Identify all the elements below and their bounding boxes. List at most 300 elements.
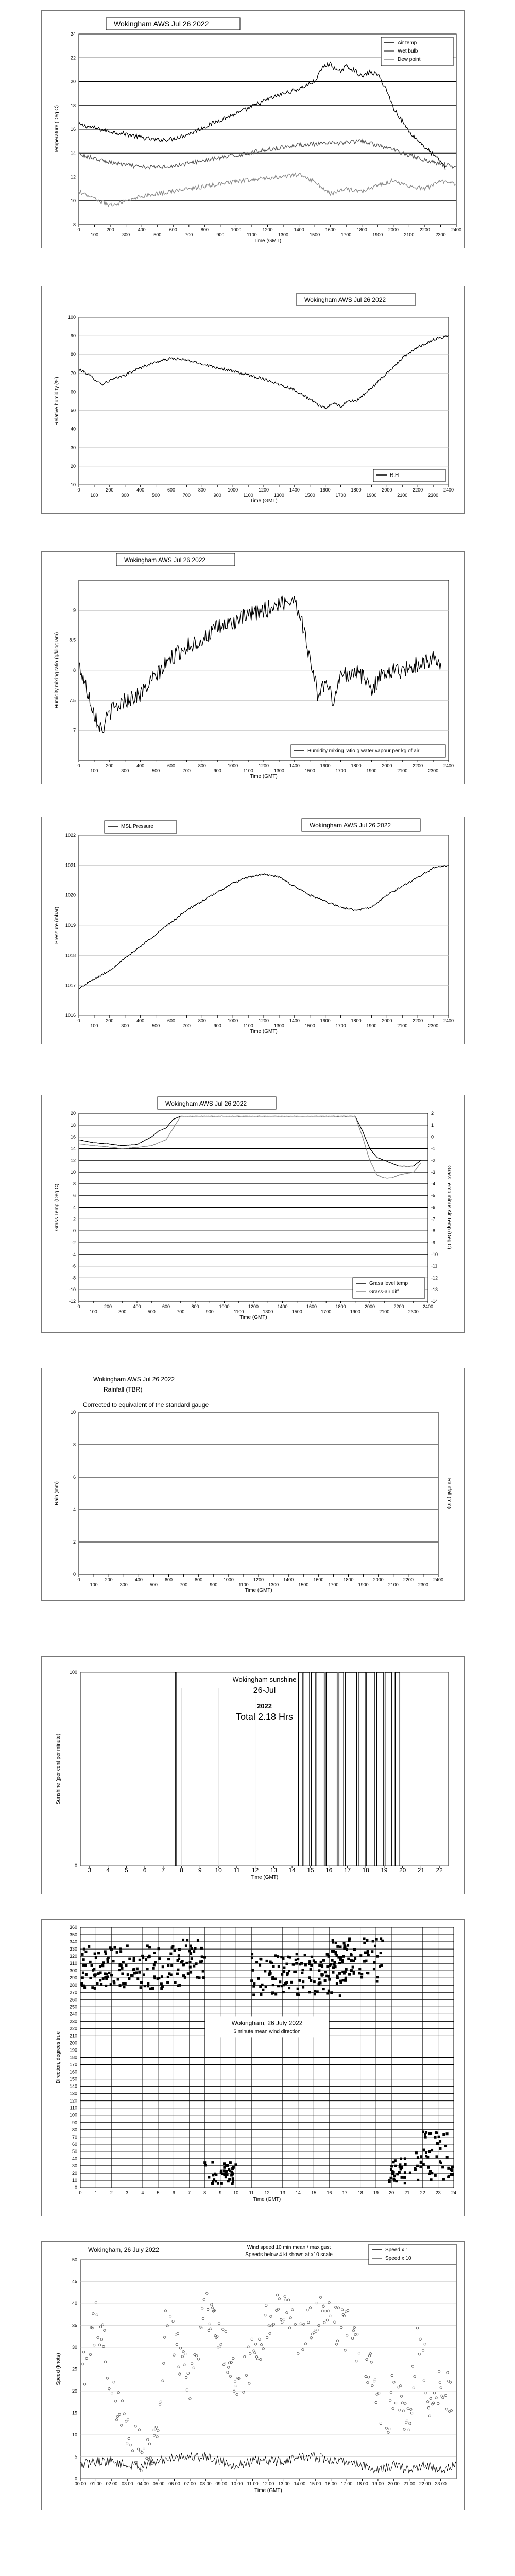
wind-direction-point [298, 1979, 301, 1982]
wind-direction-point [116, 1951, 118, 1954]
wind-direction-point [193, 1950, 195, 1953]
wind-direction-point [167, 1958, 170, 1960]
x-tick-label: 1100 [243, 1023, 253, 1028]
wind-direction-point [448, 2175, 450, 2177]
wind-direction-point [404, 2163, 407, 2166]
wind-direction-point [195, 1962, 198, 1965]
x-tick-label: 600 [169, 227, 177, 232]
x-tick-label: 800 [198, 1018, 206, 1023]
wind-direction-point [301, 1972, 303, 1974]
legend-label: R.H [390, 472, 399, 478]
x-tick-label: 11 [233, 1867, 241, 1874]
x-axis-label: Time (GMT) [253, 2197, 281, 2202]
wind-direction-point [119, 1947, 122, 1950]
wind-direction-point [161, 1975, 163, 1978]
x-tick-label: 1200 [258, 487, 269, 493]
wind-direction-point [203, 1956, 206, 1959]
wind-direction-point [96, 1982, 98, 1985]
wind-direction-point [167, 1976, 169, 1978]
x-tick-label: 100 [90, 768, 98, 773]
x-tick-label: 19:00 [372, 2481, 384, 2486]
wind-direction-point [444, 2145, 447, 2147]
x-tick-label: 0 [77, 763, 80, 768]
y-tick-label: 70 [72, 2134, 77, 2140]
x-tick-label: 19 [381, 1867, 388, 1874]
wind-direction-point [100, 1983, 102, 1986]
wind-direction-point [396, 2180, 398, 2182]
wind-direction-chart [41, 1919, 465, 2216]
x-tick-label: 1900 [366, 493, 377, 498]
wind-direction-point [354, 1957, 356, 1960]
wind-direction-point [82, 1958, 85, 1961]
wind-direction-point [450, 2168, 453, 2171]
x-tick-label: 1500 [298, 1582, 309, 1587]
wind-direction-point [94, 1953, 96, 1955]
wind-direction-point [308, 1976, 311, 1979]
wind-direction-point [97, 1952, 100, 1954]
legend-label: MSL Pressure [121, 824, 153, 829]
x-tick-label: 1500 [291, 1309, 302, 1314]
wind-direction-point [360, 1976, 363, 1978]
x-tick-label: 2100 [404, 232, 415, 238]
wind-direction-point [178, 1948, 181, 1951]
wind-direction-point [259, 1964, 261, 1967]
x-axis-label: Time (GMT) [250, 498, 278, 504]
x-tick-label: 1100 [243, 493, 253, 498]
wind-direction-point [265, 1986, 267, 1988]
x-tick-label: 12 [264, 2190, 270, 2195]
y-tick-label: 60 [72, 2141, 77, 2147]
wind-direction-point [187, 1972, 190, 1975]
x-tick-label: 2000 [382, 763, 392, 768]
chart-title: Wokingham AWS Jul 26 2022 [304, 296, 386, 303]
wind-direction-point [353, 1948, 356, 1951]
wind-direction-point [310, 1979, 312, 1982]
wind-direction-point [252, 1994, 255, 1996]
wind-direction-point [225, 2170, 227, 2172]
wind-direction-point [348, 1973, 351, 1976]
x-axis-label: Time (GMT) [250, 774, 278, 779]
wind-direction-point [409, 2172, 411, 2174]
y-tick-label: 50 [72, 2257, 77, 2262]
x-tick-label: 1000 [228, 763, 238, 768]
x-tick-label: 300 [119, 1582, 128, 1587]
x-tick-label: 2200 [413, 1018, 423, 1023]
wind-direction-point [251, 1957, 253, 1959]
chart-subtitle: Wind speed 10 min mean / max gust [247, 2245, 331, 2250]
wind-direction-point [338, 1972, 341, 1975]
wind-direction-point [162, 1965, 164, 1968]
wind-direction-point [324, 1979, 327, 1982]
x-tick-label: 2200 [413, 763, 423, 768]
wind-direction-point [332, 1971, 334, 1974]
wind-direction-point [121, 1967, 124, 1970]
wind-direction-point [271, 1977, 274, 1980]
wind-direction-point [113, 1980, 115, 1983]
wind-direction-point [269, 1970, 271, 1973]
wind-direction-point [346, 1948, 348, 1951]
wind-direction-point [419, 2165, 422, 2168]
wind-direction-point [231, 2173, 234, 2175]
wind-direction-point [94, 1973, 97, 1976]
wind-direction-point [318, 1969, 320, 1972]
wind-direction-point [211, 2161, 214, 2164]
x-tick-label: 1500 [304, 493, 315, 498]
x-tick-label: 700 [185, 232, 193, 238]
wind-direction-point [340, 1956, 342, 1959]
wind-direction-point [302, 1980, 304, 1983]
wind-direction-point [272, 1984, 274, 1986]
x-tick-label: 200 [106, 227, 114, 232]
chart-note: Corrected to equivalent of the standard gauge [83, 1401, 209, 1409]
y-tick-label: 40 [72, 2156, 77, 2161]
x-tick-label: 4 [141, 2190, 144, 2195]
x-tick-label: 2000 [364, 1304, 375, 1309]
x-tick-label: 2 [110, 2190, 113, 2195]
wind-direction-point [81, 1976, 84, 1979]
wind-direction-point [274, 1993, 277, 1995]
wind-direction-point [416, 2165, 419, 2167]
wind-direction-point [223, 2166, 226, 2169]
wind-direction-point [422, 2163, 425, 2166]
wind-direction-point [295, 1962, 298, 1965]
y-right-tick-label: -6 [431, 1205, 436, 1210]
wind-direction-point [345, 1968, 348, 1971]
wind-direction-point [331, 1959, 334, 1962]
wind-direction-point [232, 2177, 234, 2180]
y-right-tick-label: -12 [431, 1275, 438, 1281]
wind-direction-point [252, 1969, 254, 1972]
wind-direction-point [125, 1964, 127, 1967]
wind-direction-point [264, 1970, 266, 1972]
wind-direction-point [95, 1956, 97, 1959]
wind-direction-point [153, 1963, 156, 1966]
wind-direction-point [308, 1991, 311, 1993]
wind-direction-point [153, 1952, 156, 1954]
y-tick-label: 4 [73, 1205, 76, 1210]
x-tick-label: 2000 [373, 1577, 384, 1582]
wind-direction-point [268, 1974, 270, 1976]
y-tick-label: 8 [73, 1442, 76, 1447]
wind-direction-point [259, 1958, 262, 1960]
wind-direction-point [313, 1980, 316, 1983]
wind-direction-point [373, 1968, 375, 1970]
y-right-tick-label: 1 [431, 1122, 434, 1128]
legend-box [369, 2244, 456, 2265]
x-tick-label: 23 [435, 2190, 441, 2195]
y-tick-label: 100 [67, 315, 76, 320]
x-tick-label: 200 [105, 1577, 113, 1582]
y-tick-label: 90 [70, 333, 76, 339]
chart-title: Wokingham AWS Jul 26 2022 [165, 1100, 247, 1107]
wind-direction-point [404, 2171, 406, 2174]
x-tick-label: 1900 [372, 232, 383, 238]
wind-direction-point [322, 1959, 325, 1962]
y-tick-label: 270 [69, 1990, 77, 1995]
chart-title: Wokingham AWS Jul 26 2022 [310, 822, 391, 829]
y-tick-label: 190 [69, 2047, 77, 2053]
plot-frame [79, 1412, 438, 1574]
wind-direction-point [424, 2133, 426, 2136]
x-tick-label: 13 [280, 2190, 285, 2195]
wind-direction-point [322, 1988, 325, 1990]
y-tick-label: 360 [69, 1925, 77, 1930]
x-tick-label: 18:00 [356, 2481, 368, 2486]
x-tick-label: 17 [342, 2190, 348, 2195]
y-axis-label: Direction, degrees true [56, 2031, 61, 2084]
x-tick-label: 2400 [451, 227, 462, 232]
wind-direction-point [352, 1966, 354, 1969]
x-tick-label: 300 [121, 1023, 129, 1028]
wind-direction-point [259, 1985, 262, 1988]
x-tick-label: 1000 [223, 1577, 234, 1582]
wind-direction-point [83, 1986, 86, 1989]
wind-direction-point [422, 2149, 425, 2151]
x-tick-label: 1000 [219, 1304, 230, 1309]
x-tick-label: 1200 [258, 1018, 269, 1023]
wind-direction-point [431, 2172, 433, 2174]
mixing-ratio-chart [41, 551, 465, 784]
x-tick-label: 8 [180, 1867, 183, 1874]
y-right-tick-label: -9 [431, 1240, 436, 1245]
wind-direction-point [376, 1976, 379, 1978]
wind-direction-point [126, 1944, 129, 1947]
wind-direction-point [139, 1959, 141, 1961]
x-tick-label: 600 [164, 1577, 173, 1582]
x-tick-label: 300 [121, 768, 129, 773]
chart-title: Wokingham sunshine [232, 1675, 297, 1683]
wind-direction-point [132, 1959, 135, 1962]
wind-direction-point [330, 1963, 332, 1965]
wind-direction-point [99, 1971, 102, 1974]
y-tick-label: 20 [72, 2388, 77, 2394]
x-axis-label: Time (GMT) [250, 1875, 279, 1880]
y-tick-label: 60 [70, 389, 76, 395]
wind-direction-point [442, 2178, 445, 2181]
x-tick-label: 2200 [393, 1304, 404, 1309]
x-tick-label: 500 [147, 1309, 156, 1314]
wind-direction-point [136, 1968, 139, 1970]
wind-direction-point [190, 1947, 193, 1950]
x-tick-label: 1400 [289, 487, 300, 493]
y-tick-label: 30 [72, 2345, 77, 2350]
wind-direction-point [81, 1953, 84, 1956]
x-tick-label: 2100 [397, 1023, 408, 1028]
x-tick-label: 20 [399, 1867, 406, 1874]
wind-direction-point [414, 2167, 416, 2170]
x-tick-label: 22 [420, 2190, 425, 2195]
x-tick-label: 1600 [313, 1577, 324, 1582]
wind-direction-point [91, 1964, 93, 1967]
x-tick-label: 6 [143, 1867, 147, 1874]
x-tick-label: 200 [104, 1304, 112, 1309]
y-tick-label: 1019 [65, 923, 76, 928]
wind-direction-point [208, 2176, 210, 2178]
wind-direction-point [358, 1972, 360, 1974]
legend-label: Grass level temp [369, 1281, 408, 1286]
wind-direction-point [391, 2170, 394, 2172]
wind-direction-point [334, 1951, 337, 1954]
wind-direction-point [167, 1964, 169, 1967]
y-tick-label: 90 [72, 2120, 77, 2125]
x-tick-label: 2400 [443, 1018, 454, 1023]
x-tick-label: 600 [162, 1304, 170, 1309]
x-tick-label: 1400 [294, 227, 304, 232]
x-tick-label: 1800 [351, 763, 362, 768]
x-tick-label: 21 [404, 2190, 410, 2195]
wind-direction-point [178, 1954, 180, 1957]
x-tick-label: 1400 [277, 1304, 288, 1309]
x-tick-label: 5 [157, 2190, 160, 2195]
y-tick-label: 16 [70, 127, 76, 132]
x-tick-label: 01:00 [90, 2481, 102, 2486]
plot-frame [79, 317, 449, 485]
wind-direction-point [348, 1939, 351, 1942]
y-tick-label: 210 [69, 2033, 77, 2039]
wind-direction-point [301, 1969, 304, 1971]
x-tick-label: 300 [121, 493, 129, 498]
grass-temp-chart [41, 1095, 465, 1333]
y-tick-label: -10 [68, 1287, 76, 1293]
x-tick-label: 5 [125, 1867, 128, 1874]
x-tick-label: 0 [77, 1577, 80, 1582]
wind-direction-point [262, 1989, 264, 1991]
wind-direction-point [359, 1954, 362, 1957]
wind-direction-point [282, 1991, 285, 1993]
x-tick-label: 10 [233, 2190, 239, 2195]
x-tick-label: 1300 [273, 1023, 284, 1028]
legend-label: Dew point [398, 57, 421, 62]
x-tick-label: 1700 [321, 1309, 332, 1314]
wind-direction-point [333, 1963, 336, 1966]
x-tick-label: 10:00 [231, 2481, 243, 2486]
y-tick-label: 8 [73, 222, 76, 227]
wind-direction-point [363, 1937, 366, 1940]
wind-direction-point [226, 2174, 229, 2176]
x-tick-label: 1800 [351, 1018, 362, 1023]
x-tick-label: 1100 [238, 1582, 249, 1587]
x-tick-label: 1300 [263, 1309, 273, 1314]
wind-direction-point [107, 1975, 109, 1978]
wind-direction-point [350, 1969, 353, 1972]
wind-direction-point [328, 1990, 330, 1992]
wind-direction-point [177, 1959, 179, 1962]
y-tick-label: 0 [74, 1863, 77, 1868]
x-tick-label: 500 [152, 768, 160, 773]
wind-direction-point [88, 1945, 90, 1948]
wind-direction-point [232, 2166, 235, 2169]
y-right-tick-label: -14 [431, 1299, 438, 1304]
y-tick-label: 120 [69, 2098, 77, 2104]
wind-direction-point [341, 1960, 344, 1963]
x-tick-label: 500 [153, 232, 162, 238]
wind-direction-point [128, 1958, 131, 1960]
y-tick-label: 20 [70, 1111, 76, 1116]
x-tick-label: 1000 [228, 1018, 238, 1023]
x-tick-label: 1300 [273, 768, 284, 773]
x-tick-label: 2400 [443, 487, 454, 493]
x-tick-label: 2100 [397, 493, 408, 498]
wind-direction-point [434, 2136, 436, 2139]
x-tick-label: 17 [344, 1867, 351, 1874]
wind-direction-point [388, 2179, 391, 2182]
wind-direction-point [169, 1953, 172, 1955]
wind-direction-point [135, 1971, 138, 1974]
wind-direction-point [304, 1954, 306, 1956]
y-tick-label: 70 [70, 370, 76, 376]
x-tick-label: 0 [77, 227, 80, 232]
wind-direction-point [225, 2176, 227, 2178]
wind-direction-point [188, 1950, 191, 1952]
x-tick-label: 1300 [273, 493, 284, 498]
x-tick-label: 2100 [379, 1309, 390, 1314]
temperature-chart [41, 10, 465, 248]
wind-direction-point [336, 1954, 338, 1957]
x-tick-label: 03:00 [121, 2481, 133, 2486]
x-tick-label: 1600 [320, 1018, 331, 1023]
x-tick-label: 06:00 [168, 2481, 180, 2486]
y-tick-label: 9 [73, 607, 76, 613]
x-tick-label: 1200 [258, 763, 269, 768]
x-tick-label: 100 [91, 232, 99, 238]
wind-direction-point [170, 1964, 173, 1967]
y-tick-label: 24 [70, 31, 76, 37]
wind-direction-point [174, 1981, 177, 1984]
wind-direction-point [314, 1993, 316, 1995]
y-tick-label: -2 [71, 1240, 76, 1245]
wind-direction-point [420, 2155, 422, 2158]
wind-direction-point [227, 2164, 229, 2167]
legend-label: Air temp [398, 40, 417, 46]
x-tick-label: 07:00 [184, 2481, 196, 2486]
wind-direction-point [234, 2163, 237, 2166]
sunshine-chart [41, 1656, 465, 1894]
x-tick-label: 21:00 [403, 2481, 416, 2486]
wind-direction-point [415, 2151, 418, 2154]
wind-direction-point [229, 2170, 231, 2172]
x-tick-label: 12 [251, 1867, 259, 1874]
wind-direction-point [158, 1977, 160, 1979]
wind-direction-point [99, 1965, 101, 1968]
y-tick-label: 10 [72, 2177, 77, 2183]
wind-direction-point [217, 2182, 219, 2185]
y-tick-label: 8.5 [69, 637, 76, 643]
wind-direction-point [151, 1987, 154, 1990]
plot-frame [80, 1672, 449, 1866]
wind-direction-point [118, 1969, 121, 1971]
x-tick-label: 1 [94, 2190, 97, 2195]
wind-direction-point [194, 1947, 197, 1950]
x-tick-label: 400 [136, 487, 145, 493]
x-tick-label: 0 [77, 487, 80, 493]
chart-title: Wokingham AWS Jul 26 2022 [93, 1376, 175, 1383]
wind-direction-point [110, 1983, 112, 1986]
y-tick-label: 8 [73, 1181, 76, 1187]
x-tick-label: 21 [417, 1867, 425, 1874]
x-tick-label: 400 [133, 1304, 141, 1309]
wind-direction-point [436, 2155, 438, 2158]
y-tick-label: -12 [68, 1299, 76, 1304]
y-tick-label: 1018 [65, 953, 76, 958]
x-tick-label: 13:00 [278, 2481, 290, 2486]
wind-direction-point [339, 1994, 341, 1997]
y-tick-label: 350 [69, 1932, 77, 1938]
wind-direction-point [318, 1964, 321, 1967]
x-tick-label: 900 [205, 1309, 214, 1314]
y-axis-label: Pressure (mbar) [54, 906, 60, 944]
y-right-tick-label: -1 [431, 1146, 436, 1151]
wind-direction-point [232, 2180, 234, 2183]
